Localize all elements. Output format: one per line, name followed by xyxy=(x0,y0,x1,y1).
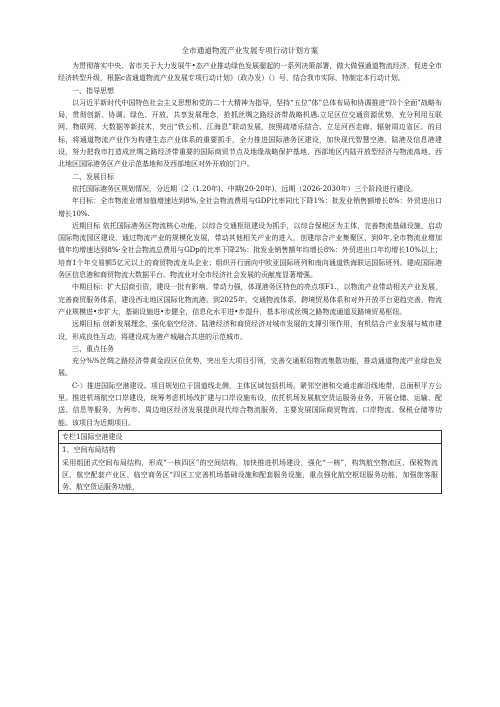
column-box-text: 采用组团式空间布局结构，形成“一核四区”的空间结构，加快推进机场建设，强化“一核”，构筑航空物流区、保税物流区、航空配套产业区、临空商务区“四区工完善机场基础设施和配套服务设施，重点强化航空枢纽服务功能，加强旅客服务、航空货运服务功能， xyxy=(62,458,438,492)
long-term-goal-paragraph: 远期目标 创新发展理念，强化临空经济、陆港经济和商贸经济对城市发展的支撑引领作用，有机结合产业发展与城市建设，形成良性互动，将建设成为港产城融合共进的示范城市。 xyxy=(58,320,442,341)
guiding-ideology-paragraph: 以习近平新时代中国特色社会主义思想和党的二十大精神为指导，坚持“五位”体”总体布局和协调推进“四个全面”战略布局，贯彻创新、协调、绿色、开放、共享发展理念，抢抓丝绸之路经济带战略机遇.立足区位交通资源优势，充分利用互联网、物联网、大数据等新技术，突出“铁公机、江海息”联动发展，按照疏堵乐结合、立足河西走廊、辐射周边省区、的目标，将通道物流产业作为构建生态产业体系的重要抓手，全力推进国际港务区建设，加快现代智慧空港、陆港及信息港建设，努力把我市打造成丝绸之路经济带重要的国际商贸节点及地缘战略保护基地、西部地区内陆开放型经济与物流高地、西北地区国际港务区产业示范基地和及西部地区对外开放的门户。 xyxy=(58,98,442,169)
section-heading-guiding-ideology: 一、指导思想 xyxy=(72,86,114,95)
section-heading-development-goals: 二、发展目标 xyxy=(72,172,114,181)
column-box-title: 专栏1国际空港建设 xyxy=(59,431,441,444)
column-box-subtitle: 1、空间布局结构 xyxy=(62,446,116,455)
annual-goal-paragraph: 年目标：全市物流业增加值增速达到8%,全社会物流费用与GDP比率同比下降1%：批发业销售额增长8%：外贸进出口增长10%. xyxy=(58,197,442,218)
near-term-goal-paragraph: 近期目标 依托国际港务区物流核心功能，以综合交通枢纽建设为抓手，以综合保税区为主体，完善物流基础设施，启动国际物流园区建设，通过物流产业的规模化发展，带动其他相关产业的进入，创建综合产业集聚区，到0年,全市物流业增加值年均增速达到8%·全社会物流总费用与GDp的比率下降2%：批发业销售额年均增长8%：外贸进出口年均增长10%以上；培育1个年交易额5亿元以上的商贸物流龙头企业；组织开行面向中欧亚国际班列和南向通道铁海联运国际班列。建成国际港务区信息港和商贸物流大数据平台。物流业对全市经济社会发展的贡献度显著增强。 xyxy=(58,221,442,280)
column-box-airport xyxy=(58,430,442,494)
key-tasks-intro-paragraph: 充分%%丝绸之路经济带黄金段区位优势，突出至大项目引领，完善交通枢纽物流集散功能，推动通道物流产业绿色发展。 xyxy=(58,357,442,378)
airport-task-paragraph: C-）推进国际空港建设。项目规划位于国道线北侧，主体区域包括机场。紧邻空港和交通走廊沿线地带，总面积平方公里。推进机场航空口岸建设，统筹考虑机场改扩建与口岸设施布设，依托机场发展航空货运服务业务，开展仓储、运输、配送、信息等服务，为两市、周边地区经济发展提供现代综合物流服务，主要发展国际商贸物流、口岸物流、保税仓储等功能。该项目为近期项目。 xyxy=(58,381,442,427)
column-box-body xyxy=(59,444,441,493)
mid-term-goal-paragraph: 中期目标：扩大招商引资，建设一批有影响、带动力强，体现港务区特色的亮点项F1.，以物流产业带动相关产业发展，完善商贸服务体系，建设西北地区国际化物流港。到2025年，交通物流体系、跨境贸易体系和对外开放平台更趋完善，物流产业规模进•步扩大，基础设施进•步健全，信息化水平进•步提升，基本形成丝绸之路物流通道及路境贸易枢纽。 xyxy=(58,283,442,316)
section-heading-key-tasks: 三、重点任务 xyxy=(72,344,114,353)
goals-overview-paragraph: 依托国际港务区规划情况，分近期（2（1.20年)、中期(20-20年)、远期（2026-2030年）三个阶段进行建设。 xyxy=(72,184,418,193)
document-title: 全市通道物流产业发展专项行动计划方案 xyxy=(181,46,319,55)
intro-paragraph: 为贯彻落实中央、省市关于大力发展牛•态产业推动绿色发展骝起的一系列决策部署，做大做强通道物流经济，促进全市经济转型升级，根据c省通道物流产业发展专项行动计划》（政办发）（）号，结合我市实际，特制定本行动计划。 xyxy=(58,62,442,83)
